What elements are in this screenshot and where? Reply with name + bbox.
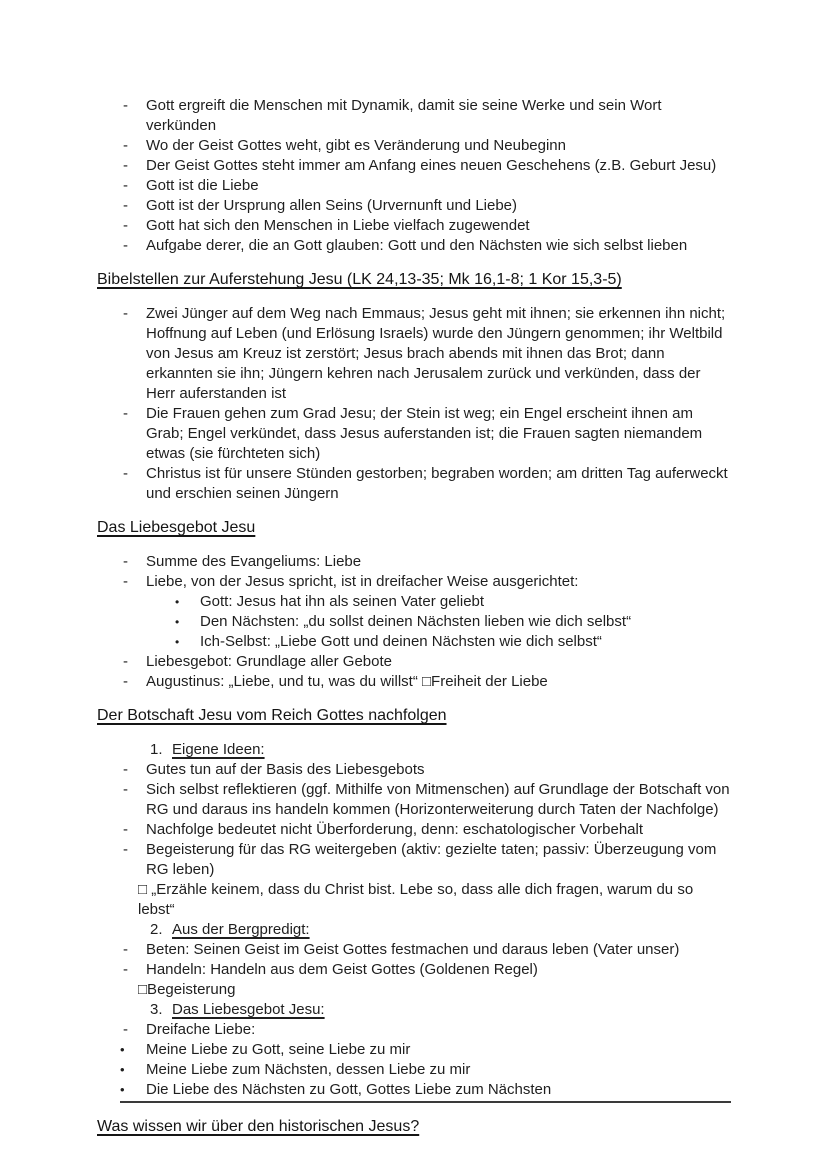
dash-bullet-marker: - (123, 653, 128, 670)
section-heading: Bibelstellen zur Auferstehung Jesu (LK 24,13-35; Mk 16,1-8; 1 Kor 15,3-5) (97, 271, 622, 288)
dot-bullet-marker: • (175, 635, 180, 649)
list-item (97, 840, 731, 880)
list-item-text: Gott ergreift die Menschen mit Dynamik, damit sie seine Werke und sein Wort verkünden (146, 97, 662, 134)
dash-bullet-marker: - (123, 405, 128, 422)
list-item-text: Liebesgebot: Grundlage aller Gebote (146, 653, 393, 670)
list-item (97, 464, 731, 504)
list-item-text: □Begeisterung (138, 981, 236, 998)
list-item (97, 940, 731, 960)
bullet-list (97, 304, 731, 504)
list-item (97, 632, 731, 652)
list-item-text: Gott: Jesus hat ihn als seinen Vater geliebt (200, 593, 485, 610)
bullet-list (97, 740, 731, 1100)
list-item (97, 740, 731, 760)
dot-bullet-marker: • (120, 1062, 125, 1077)
list-item (97, 136, 731, 156)
list-item-text: Handeln: Handeln aus dem Geist Gottes (Goldenen Regel) (146, 961, 538, 978)
dash-bullet-marker: - (123, 961, 128, 978)
list-item (97, 780, 731, 820)
list-item (97, 1040, 731, 1060)
dash-bullet-marker: - (123, 177, 128, 194)
list-item (97, 156, 731, 176)
list-item-text: Die Liebe des Nächsten zu Gott, Gottes Liebe zum Nächsten (146, 1081, 552, 1098)
list-item (97, 1060, 731, 1080)
list-item (97, 1000, 731, 1020)
list-item (97, 672, 731, 692)
list-item (97, 980, 731, 1000)
dash-bullet-marker: - (123, 465, 128, 482)
dash-bullet-marker: - (123, 1021, 128, 1038)
dash-bullet-marker: - (123, 217, 128, 234)
list-item (97, 1080, 731, 1100)
list-item-text: Aufgabe derer, die an Gott glauben: Gott und den Nächsten wie sich selbst lieben (146, 237, 688, 254)
list-item (97, 196, 731, 216)
list-item (97, 960, 731, 980)
section-heading: Der Botschaft Jesu vom Reich Gottes nachfolgen (97, 707, 447, 724)
list-item (97, 552, 731, 572)
list-item-text: Der Geist Gottes steht immer am Anfang eines neuen Geschehens (z.B. Geburt Jesu) (146, 157, 717, 174)
list-item (97, 572, 731, 592)
list-item-text: Gott ist die Liebe (146, 177, 259, 194)
dash-bullet-marker: - (123, 197, 128, 214)
list-item-text: Die Frauen gehen zum Grad Jesu; der Stein ist weg; ein Engel erscheint ihnen am Grab; Engel verkündet, dass Jesus auferstanden ist; die Frauen sagten niemandem etwas (sie fürchteten sich) (146, 405, 703, 462)
list-item (97, 880, 731, 920)
list-item (97, 304, 731, 404)
divider-line (120, 1101, 731, 1103)
bullet-list (97, 552, 731, 692)
list-item-text: Den Nächsten: „du sollst deinen Nächsten lieben wie dich selbst“ (200, 613, 632, 630)
dash-bullet-marker: - (123, 673, 128, 690)
list-item-text: Augustinus: „Liebe, und tu, was du willst“ □Freiheit der Liebe (146, 673, 548, 690)
list-item-text: Summe des Evangeliums: Liebe (146, 553, 362, 570)
section-heading: Das Liebesgebot Jesu (97, 519, 256, 536)
dash-bullet-marker: - (123, 573, 128, 590)
list-number: 1. (150, 741, 163, 758)
list-item (97, 592, 731, 612)
dash-bullet-marker: - (123, 305, 128, 322)
list-item-text: Meine Liebe zu Gott, seine Liebe zu mir (146, 1041, 411, 1058)
list-item-text: Gutes tun auf der Basis des Liebesgebots (146, 761, 425, 778)
list-item-text: Das Liebesgebot Jesu: (172, 1001, 325, 1018)
list-item (97, 404, 731, 464)
list-item-text: Christus ist für unsere Stünden gestorben; begraben worden; am dritten Tag auferweckt und erschien seinen Jüngern (146, 465, 728, 502)
list-item-text: Meine Liebe zum Nächsten, dessen Liebe zu mir (146, 1061, 471, 1078)
list-item-text: Nachfolge bedeutet nicht Überforderung, denn: eschatologischer Vorbehalt (146, 821, 643, 838)
list-item (97, 820, 731, 840)
dash-bullet-marker: - (123, 941, 128, 958)
list-item-text: □ „Erzähle keinem, dass du Christ bist. Lebe so, dass alle dich fragen, warum du so lebst“ (138, 881, 694, 918)
list-item-text: Begeisterung für das RG weitergeben (aktiv: gezielte taten; passiv: Überzeugung vom RG leben) (146, 841, 717, 878)
dot-bullet-marker: • (175, 595, 180, 609)
list-number: 3. (150, 1001, 163, 1018)
list-item (97, 652, 731, 672)
dot-bullet-marker: • (120, 1082, 125, 1097)
list-item-text: Beten: Seinen Geist im Geist Gottes festmachen und daraus leben (Vater unser) (146, 941, 680, 958)
list-item (97, 236, 731, 256)
list-item-text: Wo der Geist Gottes weht, gibt es Veränderung und Neubeginn (146, 137, 566, 154)
list-item (97, 760, 731, 780)
list-item-text: Sich selbst reflektieren (ggf. Mithilfe von Mitmenschen) auf Grundlage der Botschaft von RG und daraus ins handeln kommen (Horizonterweiterung durch Taten der Nachfolge) (146, 781, 730, 818)
list-item-text: Gott ist der Ursprung allen Seins (Urvernunft und Liebe) (146, 197, 518, 214)
list-item-text: Zwei Jünger auf dem Weg nach Emmaus; Jesus geht mit ihnen; sie erkennen ihn nicht; Hoffnung auf Leben (und Erlösung Israels) wurde den Jüngern genommen; ihr Weltbild von Jesus am Kreuz ist zerstört; Jesus brach abends mit ihnen das Brot; dann erkannten sie ihn; Jüngern kehren nach Jerusalem zurück und verkünden, dass der Herr auferstanden ist (146, 305, 726, 402)
dot-bullet-marker: • (175, 615, 180, 629)
list-item-text: Gott hat sich den Menschen in Liebe vielfach zugewendet (146, 217, 530, 234)
dash-bullet-marker: - (123, 821, 128, 838)
dash-bullet-marker: - (123, 157, 128, 174)
list-item (97, 1020, 731, 1040)
list-item-text: Ich-Selbst: „Liebe Gott und deinen Nächsten wie dich selbst“ (200, 633, 602, 650)
list-item (97, 920, 731, 940)
dash-bullet-marker: - (123, 137, 128, 154)
list-item-text: Dreifache Liebe: (146, 1021, 256, 1038)
list-item (97, 96, 731, 136)
dash-bullet-marker: - (123, 97, 128, 114)
dash-bullet-marker: - (123, 841, 128, 858)
list-item-text: Eigene Ideen: (172, 741, 265, 758)
dash-bullet-marker: - (123, 761, 128, 778)
bullet-list (97, 96, 731, 256)
dash-bullet-marker: - (123, 237, 128, 254)
document-body (97, 96, 731, 1151)
list-item (97, 176, 731, 196)
section-heading: Was wissen wir über den historischen Jesus? (97, 1118, 420, 1135)
list-number: 2. (150, 921, 163, 938)
dot-bullet-marker: • (120, 1042, 125, 1057)
list-item-text: Liebe, von der Jesus spricht, ist in dreifacher Weise ausgerichtet: (146, 573, 579, 590)
list-item (97, 216, 731, 236)
list-item (97, 612, 731, 632)
dash-bullet-marker: - (123, 553, 128, 570)
dash-bullet-marker: - (123, 781, 128, 798)
list-item-text: Aus der Bergpredigt: (172, 921, 310, 938)
